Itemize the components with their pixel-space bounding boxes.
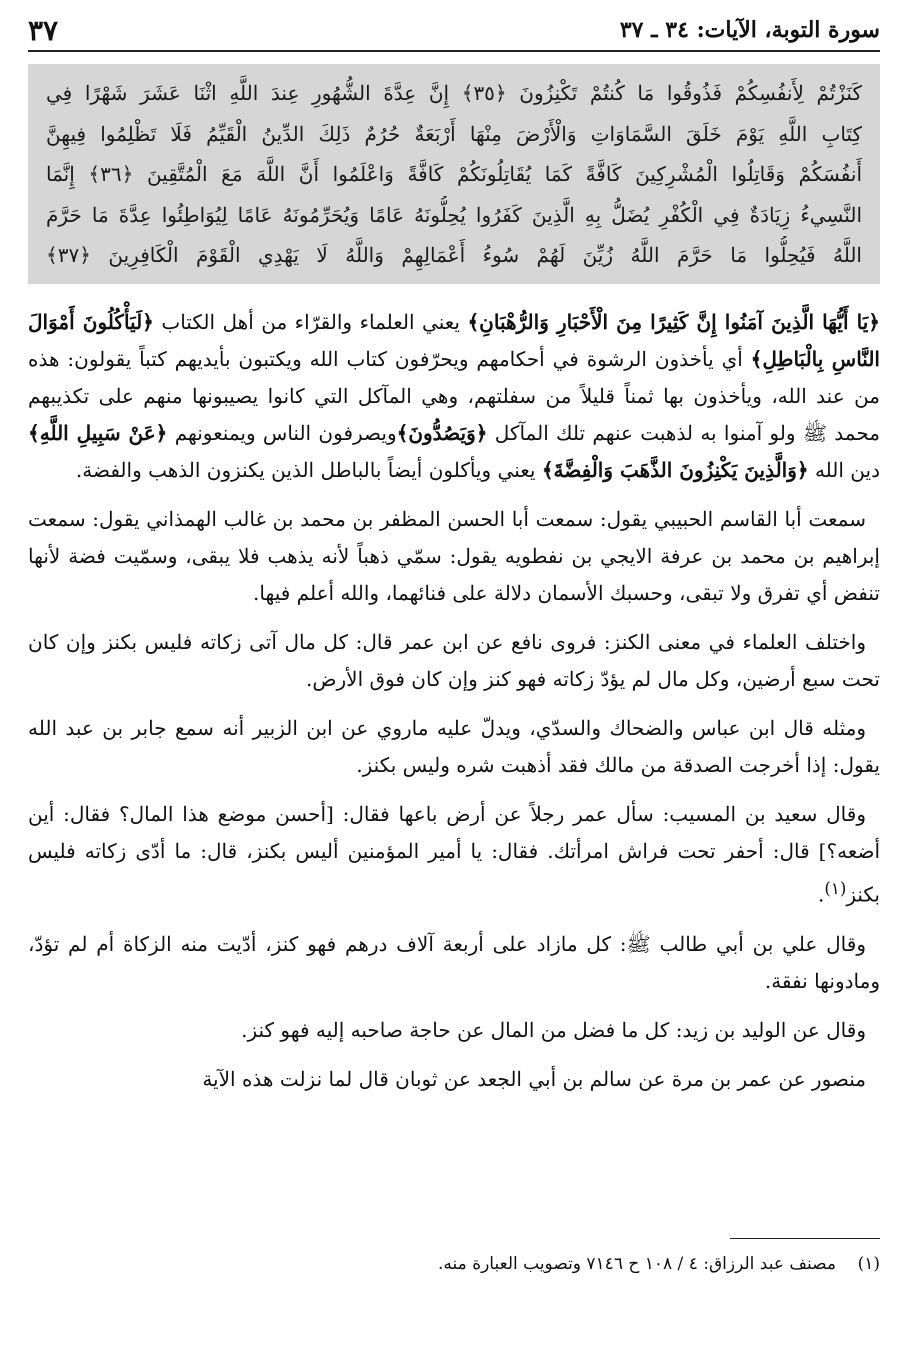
quran-line: اللَّهُ فَيُحِلُّوا مَا حَرَّمَ اللَّهُ زُيِّنَ لَهُمْ سُوءُ أَعْمَالِهِمْ وَاللَّهُ لَا يَهْدِي الْقَوْمَ الْكَافِرِينَ ﴿٣٧﴾ <box>46 243 862 267</box>
running-title: سورة التوبة، الآيات: ٣٤ ـ ٣٧ <box>619 17 880 43</box>
footnote-text: مصنف عبد الرزاق: ٤ / ١٠٨ ح ٧١٤٦ وتصويب العبارة منه. <box>438 1254 836 1274</box>
text: سمعت أبا القاسم الحبيبي يقول: سمعت أبا الحسن المظفر بن محمد بن غالب الهمذاني يقول: سمعت إبراهيم بن محمد بن عرفة الايجي بن نفطويه يقول: سمّي ذهباً لأنه يذهب فلا يبقى، وسمّيت فضة لأنها تنفض أي تفرق ولا تبقى، وحسبك الأسمان دلالة على فنائهما، والله أعلم فيها. <box>28 507 880 605</box>
text: واختلف العلماء في معنى الكنز: فروى نافع عن ابن عمر قال: كل مال آتى زكاته فليس بكنز وإن كان تحت سبع أرضين، وكل مال لم يؤدّ زكاته فهو كنز وإن كان فوق الأرض. <box>28 630 880 691</box>
quran-line: أَنفُسَكُمْ وَقَاتِلُوا الْمُشْرِكِينَ كَافَّةً كَمَا يُقَاتِلُونَكُمْ كَافَّةً وَاعْلَمُوا أَنَّ اللَّهَ مَعَ الْمُتَّقِينَ ﴿٣٦﴾ إِنَّمَا <box>46 162 862 186</box>
text: يعني ويأكلون أيضاً بالباطل الذين يكنزون الذهب والفضة. <box>75 458 542 482</box>
text: وقال سعيد بن المسيب: سأل عمر رجلاً عن أرض باعها فقال: [أحسن موضع هذا المال؟ فقال: أين أضعه؟] قال: أحفر تحت فراش امرأتك. فقال: يا أمير المؤمنين أليس بكنز، قال: ما أدّى زكاته فليس بكنز <box>28 802 880 907</box>
header-rule <box>28 50 880 52</box>
quran-verses-box <box>28 64 880 284</box>
quote: ﴿وَيَصُدُّونَ﴾ <box>396 421 488 445</box>
quote: ﴿يَا أَيُّهَا الَّذِينَ آمَنُوا إِنَّ كَثِيرًا مِنَ الْأَحْبَارِ وَالرُّهْبَانِ﴾ <box>467 310 880 334</box>
page-header <box>28 14 880 46</box>
quran-line: كَنَزْتُمْ لِأَنفُسِكُمْ فَذُوقُوا مَا كُنتُمْ تَكْنِزُونَ ﴿٣٥﴾ إِنَّ عِدَّةَ الشُّهُورِ عِندَ اللَّهِ اثْنَا عَشَرَ شَهْرًا فِي <box>46 81 862 105</box>
text: دين الله <box>808 458 880 482</box>
quran-line: النَّسِيءُ زِيَادَةٌ فِي الْكُفْرِ يُضَلُّ بِهِ الَّذِينَ كَفَرُوا يُحِلُّونَهُ عَامًا وَيُحَرِّمُونَهُ عَامًا لِيُوَاطِئُوا عِدَّةَ مَا حَرَّمَ <box>46 202 862 227</box>
text: ويصرفون الناس ويمنعونهم <box>167 421 397 445</box>
text: وقال علي بن أبي طالب ﷺ: كل مازاد على أربعة آلاف درهم فهو كنز، أدّيت منه الزكاة أم لم تؤدّ، ومادونها نفقة. <box>28 931 880 993</box>
text: يعني العلماء والقرّاء من أهل الكتاب <box>153 310 468 334</box>
text: أي يأخذون الرشوة في أحكامهم ويحرّفون كتاب الله ويكتبون بأيديهم كتباً يقولون: هذه من عند الله، ويأخذون بها ثمناً قليلاً من سفلتهم، وهي المآكل التي كانوا يصيبونها منهم على تكذيبهم محمد ﷺ ولو آمنوا به لذهبت عنهم تلك المآكل <box>28 347 880 445</box>
text: وقال عن الوليد بن زيد: كل ما فضل من المال عن حاجة صاحبه إليه فهو كنز. <box>241 1017 866 1042</box>
text: منصور عن عمر بن مرة عن سالم بن أبي الجعد عن ثوبان قال لما نزلت هذه الآية <box>202 1066 866 1091</box>
quote: ﴿لَيَأْكُلُونَ أَمْوَالَ النَّاسِ بِالْبَاطِلِ﴾ <box>28 310 880 371</box>
quote: ﴿عَنْ سَبِيلِ اللَّهِ﴾ <box>28 421 168 445</box>
paragraph <box>28 926 880 1000</box>
footnote-number: (١) <box>857 1254 880 1274</box>
footnote-ref[interactable]: (١) <box>824 879 847 898</box>
page-number: ٣٧ <box>28 13 59 47</box>
text: ومثله قال ابن عباس والضحاك والسدّي، ويدلّ عليه ماروي عن ابن الزبير أنه سمع جابر بن عبد الله يقول: إذا أخرجت الصدقة من مالك فقد أذهبت شره وليس بكنز. <box>28 716 880 777</box>
commentary-body <box>28 304 880 1110</box>
paragraph <box>28 710 880 784</box>
paragraph <box>28 1012 880 1049</box>
quote: ﴿وَالَّذِينَ يَكْنِزُونَ الذَّهَبَ وَالْفِضَّةَ﴾ <box>541 458 809 482</box>
quran-line: كِتَابِ اللَّهِ يَوْمَ خَلَقَ السَّمَاوَاتِ وَالْأَرْضَ مِنْهَا أَرْبَعَةٌ حُرُمٌ ذَلِكَ الدِّينُ الْقَيِّمُ فَلَا تَظْلِمُوا فِيهِنَّ <box>46 121 862 146</box>
paragraph <box>28 624 880 698</box>
footnote-rule <box>730 1238 880 1239</box>
paragraph <box>28 796 880 914</box>
footnote <box>28 1254 880 1274</box>
paragraph <box>28 304 880 489</box>
paragraph <box>28 1061 880 1098</box>
text: . <box>818 882 825 907</box>
paragraph <box>28 501 880 612</box>
